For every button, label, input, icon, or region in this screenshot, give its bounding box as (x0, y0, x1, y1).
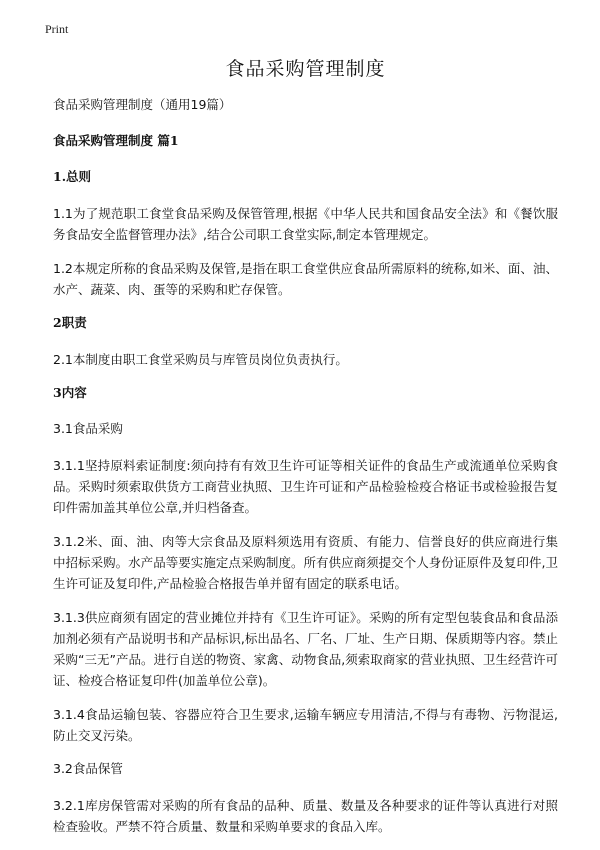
paragraph-1-2: 1.2本规定所称的食品采购及保管,是指在职工食堂供应食品所需原料的统称,如米、面、油、水产、蔬菜、肉、蛋等的采购和贮存保管。 (53, 261, 558, 297)
section-heading-general: 1.总则 (53, 169, 92, 184)
document-page (53, 48, 558, 850)
page-title: 食品采购管理制度 (225, 58, 386, 80)
paragraph-3-2-1: 3.2.1库房保管需对采购的所有食品的品种、质量、数量及各种要求的证件等认真进行对照检查验收。严禁不符合质量、数量和采购单要求的食品入库。 (53, 798, 558, 834)
document-subtitle: 食品采购管理制度（通用19篇） (53, 97, 232, 112)
paragraph-3-1-2: 3.1.2米、面、油、肉等大宗食品及原料须选用有资质、有能力、信誉良好的供应商进行集中招标采购。水产品等要实施定点采购制度。所有供应商须提交个人身份证原件及复印件,卫生许可证及复印件,产品检验合格报告单并留有固定的联系电话。 (53, 534, 558, 591)
subsection-heading-purchasing: 3.1食品采购 (53, 421, 123, 436)
paragraph-3-1-1: 3.1.1坚持原料索证制度:须向持有有效卫生许可证等相关证件的食品生产或流通单位采购食品。采购时须索取供货方工商营业执照、卫生许可证和产品检验检疫合格证书或检验报告复印件需加盖其单位公章,并归档备查。 (53, 458, 558, 515)
section-heading-content: 3内容 (53, 385, 87, 400)
paragraph-3-1-3: 3.1.3供应商须有固定的营业摊位并持有《卫生许可证》。采购的所有定型包装食品和食品添加剂必须有产品说明书和产品标识,标出品名、厂名、厂址、生产日期、保质期等内容。禁止采购“三无”产品。进行自送的物资、家禽、动物食品,须索取商家的营业执照、卫生经营许可证、检疫合格证复印件(加盖单位公章)。 (53, 610, 558, 688)
paragraph-1-1: 1.1为了规范职工食堂食品采购及保管管理,根据《中华人民共和国食品安全法》和《餐饮服务食品安全监督管理办法》,结合公司职工食堂实际,制定本管理规定。 (53, 206, 558, 242)
paragraph-2-1: 2.1本制度由职工食堂采购员与库管员岗位负责执行。 (53, 352, 348, 367)
section-heading-duties: 2职责 (53, 315, 87, 330)
print-link[interactable]: Print (45, 22, 69, 36)
article-heading: 食品采购管理制度 篇1 (53, 133, 179, 148)
subsection-heading-storage: 3.2食品保管 (53, 761, 123, 776)
paragraph-3-1-4: 3.1.4食品运输包装、容器应符合卫生要求,运输车辆应专用清洁,不得与有毒物、污物混运,防止交叉污染。 (53, 707, 558, 743)
